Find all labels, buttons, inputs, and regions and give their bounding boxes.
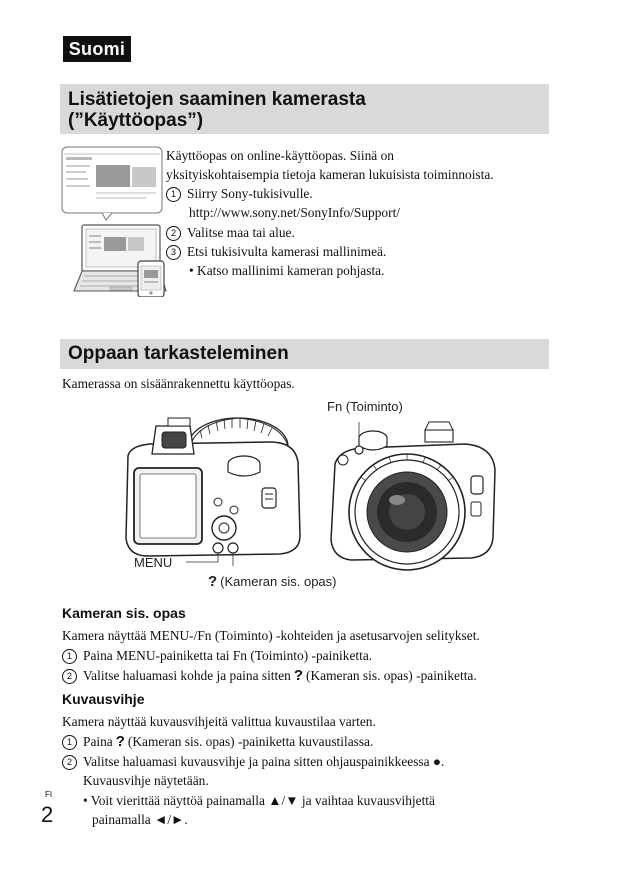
step-number-circle: 2 [62,755,77,770]
help-question-icon: ? [208,573,218,590]
paragraph: Kamera näyttää MENU-/Fn (Toiminto) -kohteiden ja asetusarvojen selitykset. [62,628,480,643]
section-title: Oppaan tarkasteleminen [68,343,289,364]
step-number-circle: 1 [62,649,77,664]
intro-line-1: Käyttöopas on online-käyttöopas. Siinä on [166,148,394,163]
help-question-icon: ? [115,733,125,750]
section-title-line1: Lisätietojen saaminen kamerasta [68,89,366,110]
page-number: 2 [41,802,54,827]
step-text: Etsi tukisivulta kamerasi mallinimeä. [187,244,387,259]
camera-front-illustration [325,416,500,574]
bullet-note: • Voit vierittää näyttöä painamalla ▲/▼ ja vaihtaa kuvausvihjettä [83,793,435,808]
support-url: http://www.sony.net/SonyInfo/Support/ [189,205,401,220]
step-text: Paina MENU-painiketta tai Fn (Toiminto) -painiketta. [83,648,373,663]
step-number-circle: 2 [62,669,77,684]
laptop-phone-illustration [60,145,168,297]
section-title [68,89,366,131]
paragraph: Kamera näyttää kuvausvihjeitä valittua kuvaustilaa varten. [62,714,376,729]
section-title-banner [60,339,549,369]
step-item [62,646,372,666]
intro-line-2: yksityiskohtaisempia tietoja kameran lukuisista toiminnoista. [166,167,494,182]
camera-back-illustration [120,406,320,566]
language-tab: Suomi [63,36,131,62]
step-text: Valitse haluamasi kuvausvihje ja paina sitten ohjauspainikkeessa ●. [83,754,445,769]
step-text: (Kameran sis. opas) -painiketta kuvaustilassa. [127,734,374,749]
step-text: Valitse maa tai alue. [187,225,295,240]
step-text: Paina [83,734,113,749]
step-text: Siirry Sony-tukisivulle. [187,186,313,201]
fn-button-label: Fn (Toiminto) [327,399,403,414]
section-title-banner [60,84,549,134]
step-text: (Kameran sis. opas) -painiketta. [306,668,477,683]
step-number-circle: 1 [166,187,181,202]
step-item [62,752,444,772]
step-item [62,732,373,752]
step-number-circle: 1 [62,735,77,750]
step-number-circle: 2 [166,226,181,241]
bullet-note: • Katso mallinimi kameran pohjasta. [189,263,385,278]
menu-button-label: MENU [134,555,173,570]
help-button-label [205,573,337,590]
step-continuation: Kuvausvihje näytetään. [83,773,209,788]
help-button-text: (Kameran sis. opas) [220,574,337,589]
step-item [62,666,477,686]
subsection-heading: Kuvausvihje [62,691,145,707]
step-item [166,223,295,243]
help-question-icon: ? [293,667,304,684]
step-number-circle: 3 [166,245,181,260]
bullet-note-continuation: painamalla ◄/►. [92,812,188,827]
subsection-heading: Kameran sis. opas [62,605,186,621]
guide-intro: Kamerassa on sisäänrakennettu käyttöopas. [62,376,295,391]
step-item [166,184,313,204]
language-code: FI [45,790,53,799]
section-title-line2: (”Käyttöopas”) [68,110,204,131]
step-item [166,242,386,262]
step-text: Valitse haluamasi kohde ja paina sitten [83,668,291,683]
